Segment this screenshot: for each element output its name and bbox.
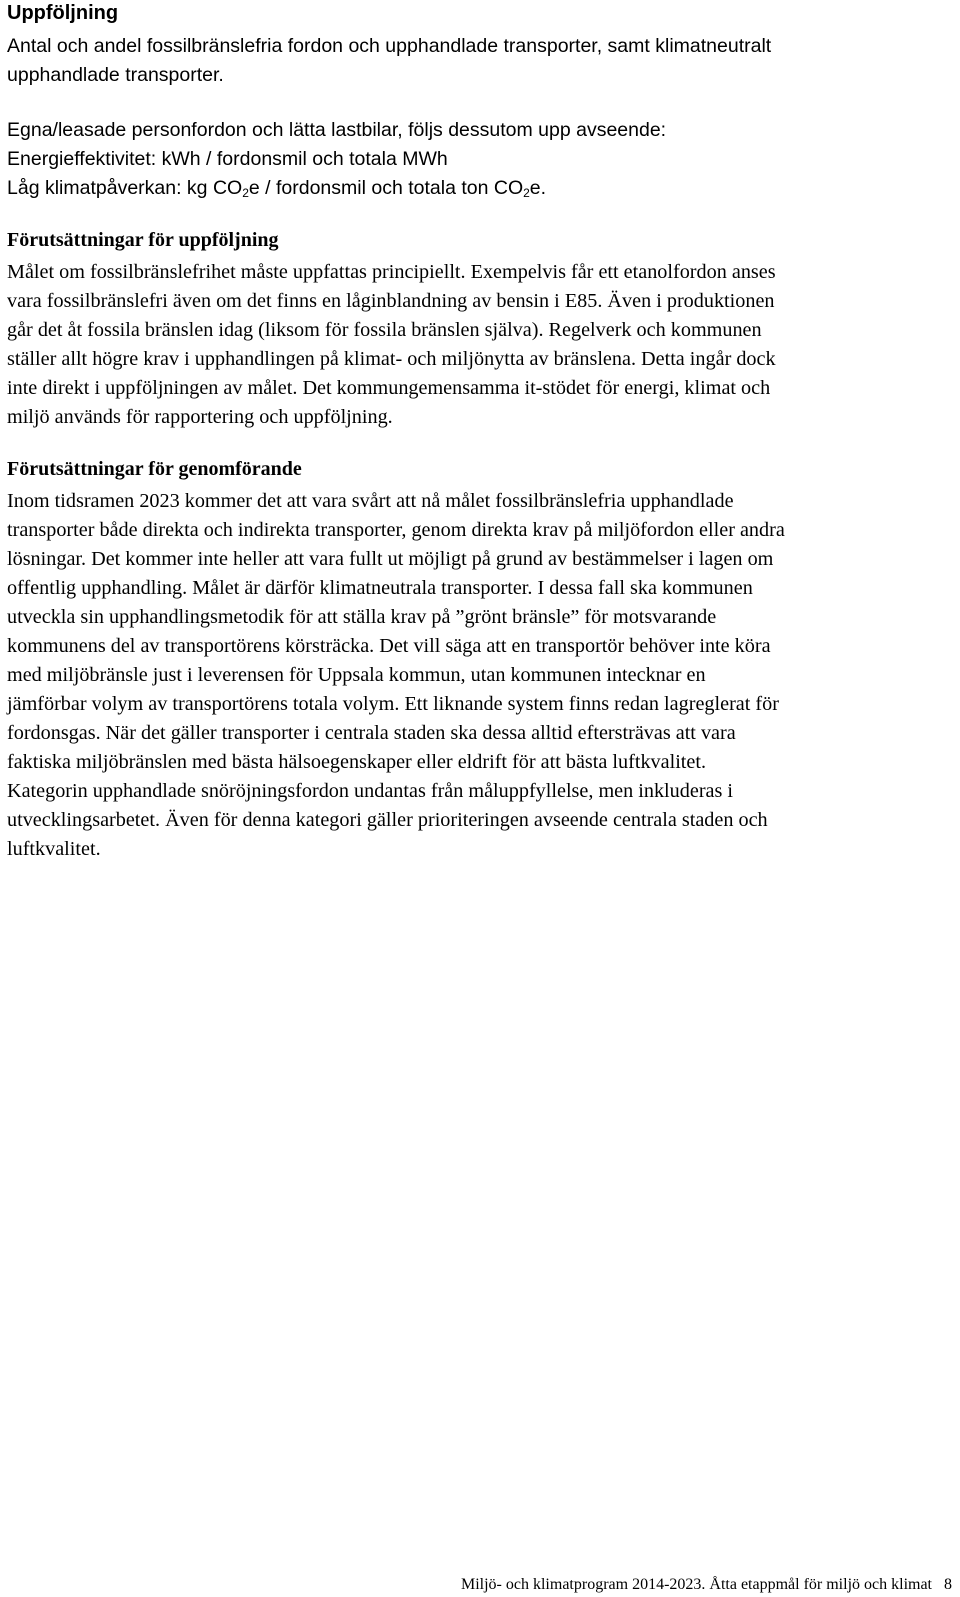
text-line: utveckla sin upphandlingsmetodik för att ställa krav på ”grönt bränsle” för motsvarande: [7, 606, 717, 628]
heading-uppfoljning: Uppföljning: [7, 2, 119, 24]
forutsattningar-uppfoljning-body: [7, 258, 776, 432]
footer-title: Miljö- och klimatprogram 2014-2023. Åtta etappmål för miljö och klimat: [460, 1576, 932, 1593]
text-line-co2: Låg klimatpåverkan: kg $CO_2e$ / fordonsmil och totala ton $CO_2e$.: [7, 177, 547, 200]
text-line: faktiska miljöbränslen med bästa hälsoegenskaper eller eldrift för att bästa luftkvalitet.: [7, 751, 707, 773]
text-line: upphandlade transporter.: [7, 64, 224, 86]
text-line: miljö används för rapportering och uppföljning.: [7, 406, 393, 428]
forutsattningar-genomforande-body: [7, 487, 785, 864]
text-line: luftkvalitet.: [7, 838, 101, 860]
section-forutsattningar-uppfoljning: [7, 228, 279, 252]
text-line: Kategorin upphandlade snöröjningsfordon undantas från måluppfyllelse, men inkluderas i: [7, 780, 734, 802]
text-line: offentlig upphandling. Målet är därför klimatneutrala transporter. I dessa fall ska kommunen: [7, 577, 753, 599]
text-line: jämförbar volym av transportörens totala volym. Ett liknande system finns redan lagreglerat för: [7, 693, 779, 715]
text-line: inte direkt i uppföljningen av målet. Det kommungemensamma it-stödet för energi, klimat och: [7, 377, 771, 399]
section-uppfoljning: [7, 1, 118, 25]
text-line: kommunens del av transportörens körsträcka. Det vill säga att en transportör behöver inte köra: [7, 635, 771, 657]
text-line: lösningar. Det kommer inte heller att vara fullt ut möjligt på grund av bestämmelser i lagen om: [7, 548, 774, 570]
heading-forutsattningar-genomforande: Förutsättningar för genomförande: [7, 458, 302, 480]
text-line: Inom tidsramen 2023 kommer det att vara svårt att nå målet fossilbränslefria upphandlade: [7, 490, 734, 512]
text-line: vara fossilbränslefri även om det finns en låginblandning av bensin i E85. Även i produktionen: [7, 290, 775, 312]
text-line: Energieffektivitet: kWh / fordonsmil och totala MWh: [7, 148, 448, 170]
page-footer: [461, 1575, 952, 1595]
text-line: Antal och andel fossilbränslefria fordon och upphandlade transporter, samt klimatneutralt: [7, 35, 772, 57]
text-line: med miljöbränsle just i leverensen för Uppsala kommun, utan kommunen intecknar en: [7, 664, 706, 686]
text-line: transporter både direkta och indirekta transporter, genom direkta krav på miljöfordon eller andra: [7, 519, 785, 541]
section-forutsattningar-genomforande: [7, 457, 302, 481]
text-line: Egna/leasade personfordon och lätta lastbilar, följs dessutom upp avseende:: [7, 119, 667, 141]
uppfoljning-details: [7, 116, 666, 203]
text-line: fordonsgas. När det gäller transporter i centrala staden ska dessa alltid eftersträvas att vara: [7, 722, 736, 744]
page-number: 8: [944, 1576, 952, 1593]
text-line: Målet om fossilbränslefrihet måste uppfattas principiellt. Exempelvis får ett etanolfordon anses: [7, 261, 776, 283]
text-line: ställer allt högre krav i upphandlingen på klimat- och miljönytta av bränslena. Detta ingår dock: [7, 348, 776, 370]
heading-forutsattningar-uppfoljning: Förutsättningar för uppföljning: [7, 229, 279, 251]
text-line: går det åt fossila bränslen idag (liksom för fossila bränslen själva). Regelverk och kommunen: [7, 319, 762, 341]
uppfoljning-intro: [7, 32, 771, 90]
text-line: utvecklingsarbetet. Även för denna kategori gäller prioriteringen avseende centrala staden och: [7, 809, 768, 831]
